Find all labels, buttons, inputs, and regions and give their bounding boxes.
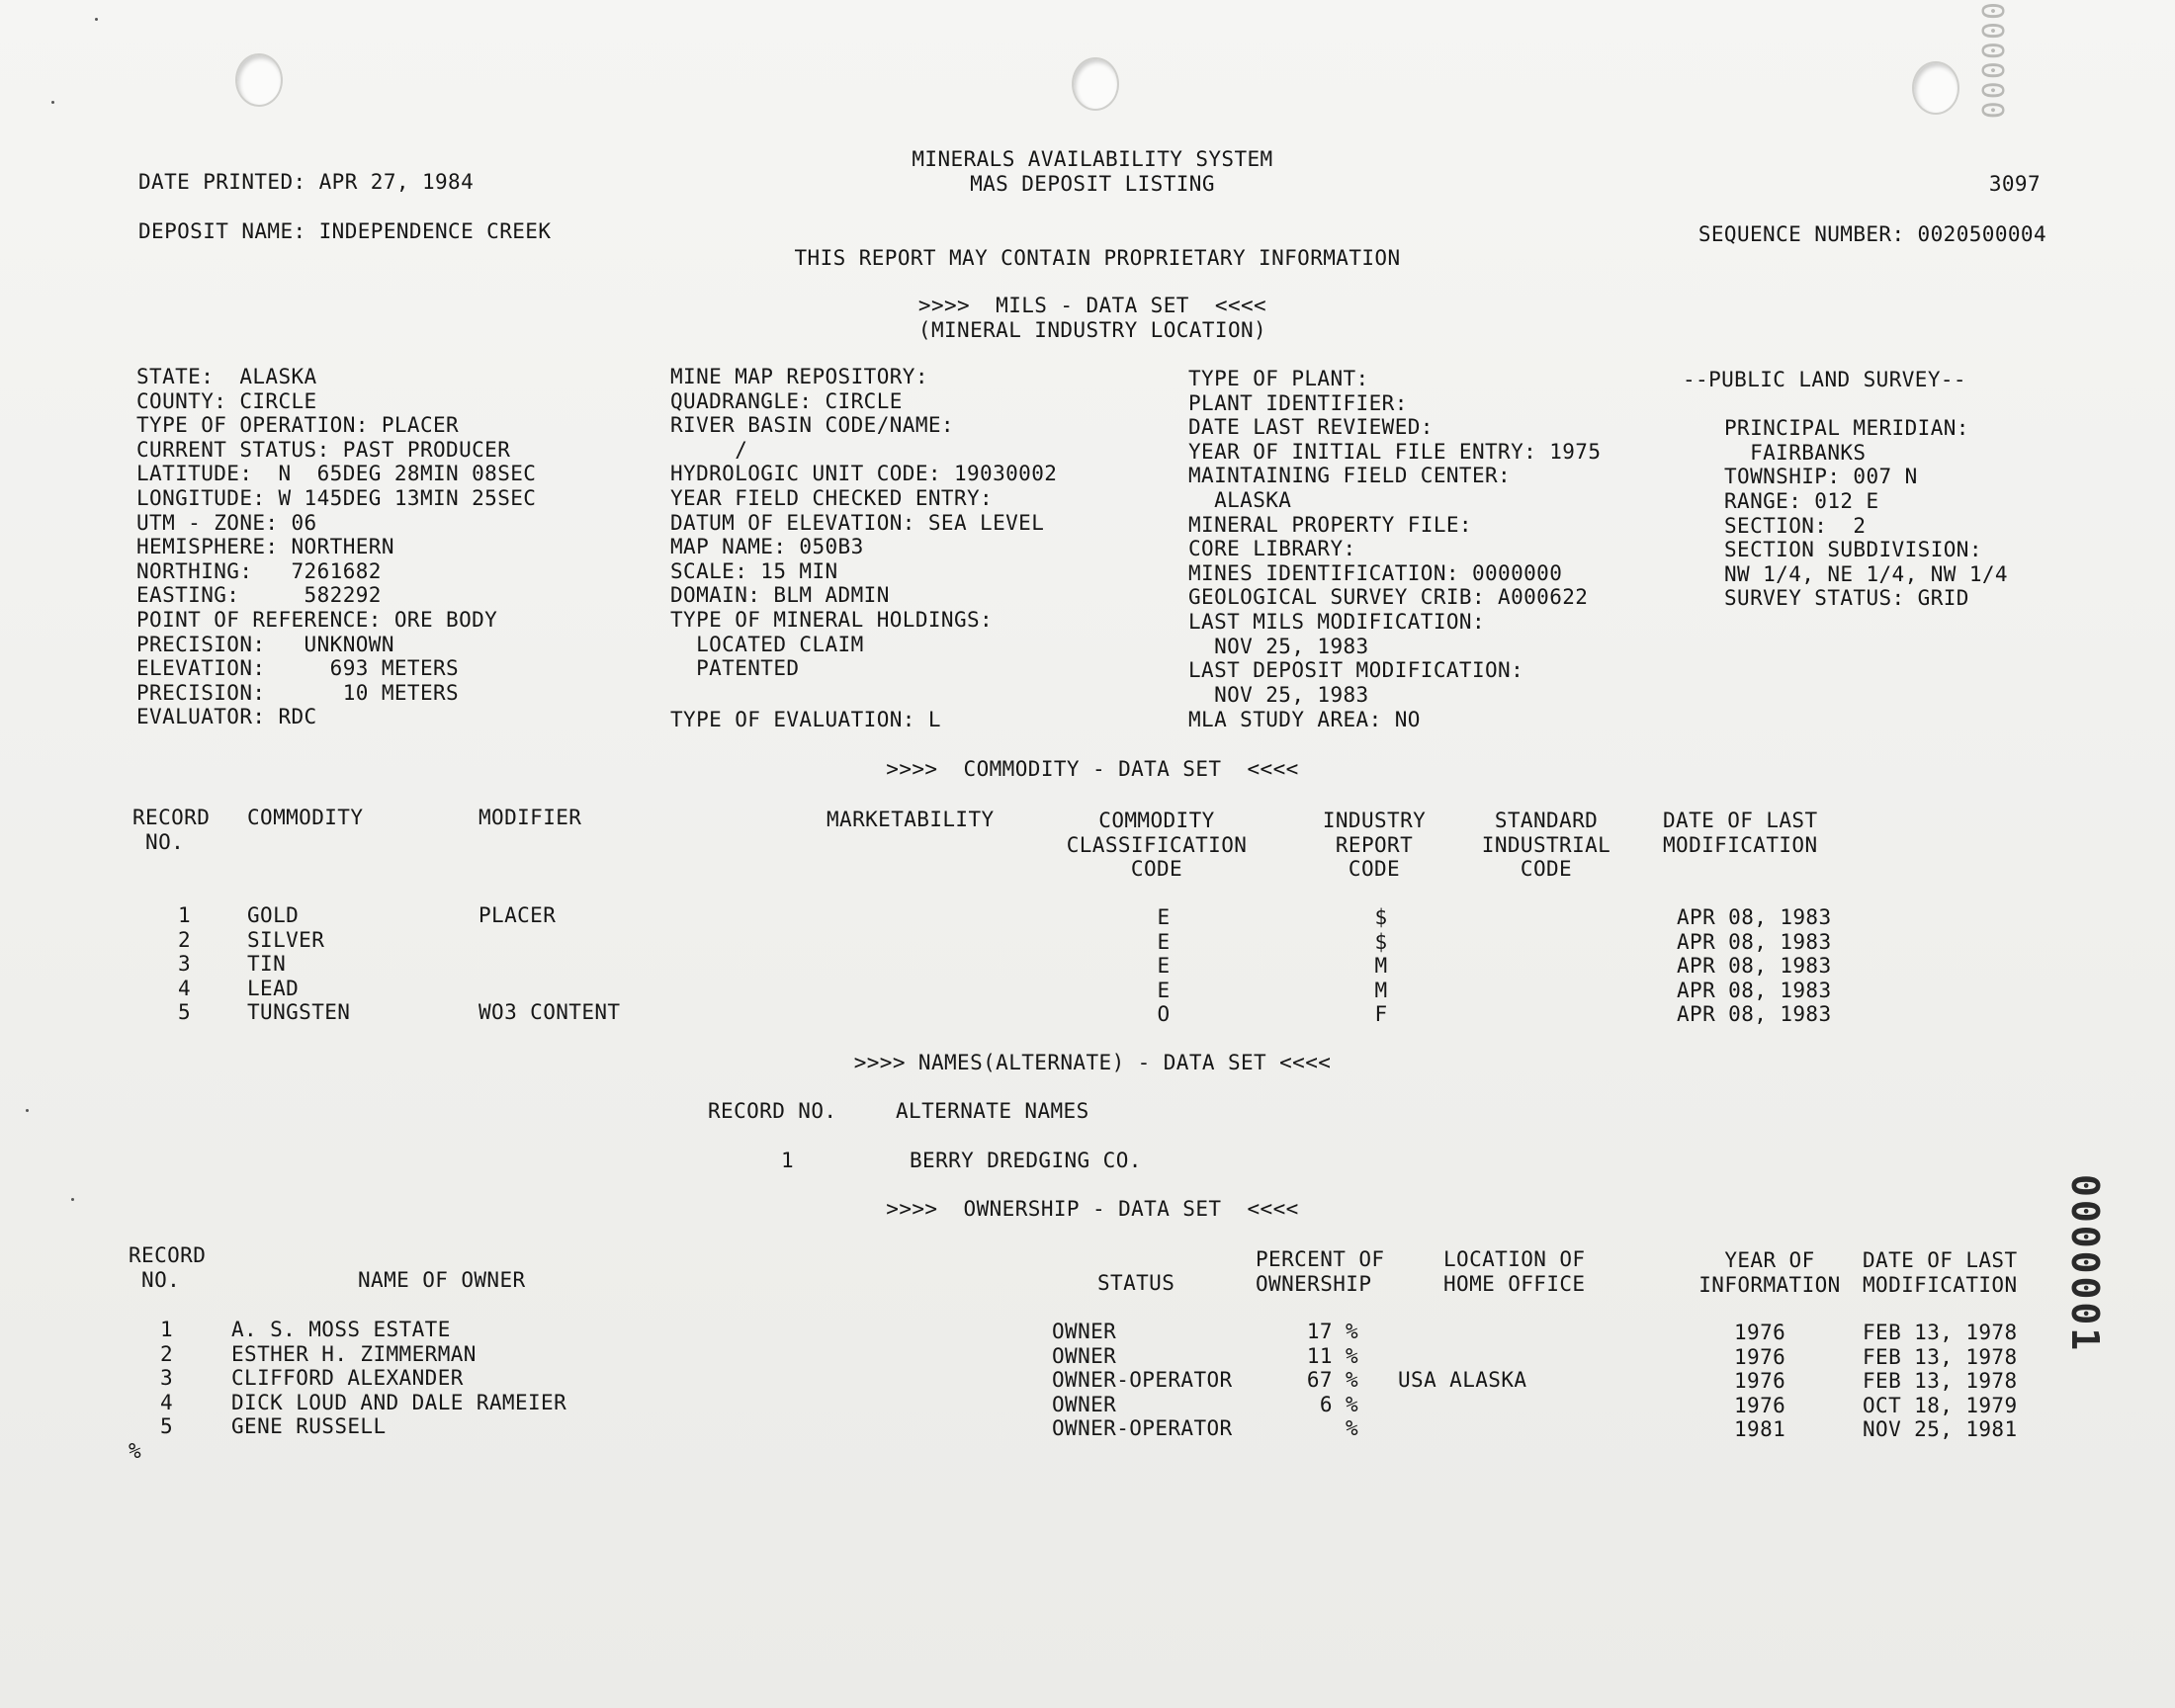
cell-percent: 6 % — [1319, 1392, 1358, 1416]
proprietary-notice: THIS REPORT MAY CONTAIN PROPRIETARY INFORMATION — [794, 246, 1401, 270]
mils-field: MINERAL PROPERTY FILE: — [1188, 512, 1472, 537]
mils-field: / — [670, 437, 748, 462]
cell-record: 3 — [178, 952, 192, 977]
mils-field: DATUM OF ELEVATION: SEA LEVEL — [670, 510, 1045, 535]
mils-field: PRECISION: 10 METERS — [136, 680, 460, 705]
col-industry-code: CODE — [1348, 857, 1401, 882]
mils-field: NOV 25, 1983 — [1188, 634, 1369, 658]
cell-percent: 11 % — [1306, 1343, 1358, 1368]
cell-date: NOV 25, 1981 — [1863, 1417, 2018, 1442]
col-date: MODIFICATION — [1663, 832, 1818, 857]
col-commodity: COMMODITY — [247, 806, 364, 829]
col-sic: CODE — [1520, 857, 1573, 882]
cell-year: 1981 — [1734, 1417, 1786, 1442]
mils-field: MINES IDENTIFICATION: 0000000 — [1188, 560, 1563, 585]
mils-field: YEAR OF INITIAL FILE ENTRY: 1975 — [1188, 439, 1602, 464]
cell-status: OWNER — [1052, 1320, 1117, 1343]
col-record: NO. — [129, 1267, 181, 1292]
survey-heading: --PUBLIC LAND SURVEY-- — [1683, 368, 1966, 391]
mils-field: RIVER BASIN CODE/NAME: — [670, 413, 954, 438]
cell-record: 4 — [160, 1390, 174, 1414]
punch-hole-center — [1072, 57, 1119, 111]
listing-title: MAS DEPOSIT LISTING — [970, 172, 1215, 196]
col-record: NO. — [132, 829, 185, 854]
mils-field: FAIRBANKS — [1724, 440, 1867, 465]
mils-field: ELEVATION: 693 METERS — [136, 656, 460, 681]
deposit-name: DEPOSIT NAME: INDEPENDENCE CREEK — [138, 219, 552, 243]
mils-field: POINT OF REFERENCE: ORE BODY — [136, 608, 498, 632]
mils-field: MLA STUDY AREA: NO — [1188, 708, 1421, 731]
col-date: DATE OF LAST — [1863, 1248, 2018, 1272]
mils-field: NOV 25, 1983 — [1188, 682, 1369, 707]
col-location: HOME OFFICE — [1443, 1271, 1586, 1296]
cell-percent: 67 % — [1306, 1368, 1358, 1393]
mils-field: TOWNSHIP: 007 N — [1724, 465, 1918, 489]
stamp-side-number: 0000001 — [2063, 1174, 2107, 1354]
mils-subheading: (MINERAL INDUSTRY LOCATION) — [917, 318, 1267, 342]
mils-field: LATITUDE: N 65DEG 28MIN 08SEC — [136, 462, 537, 486]
mils-field: COUNTY: CIRCLE — [136, 388, 317, 413]
col-alternate-names: ALTERNATE NAMES — [896, 1099, 1089, 1123]
cell-commodity: GOLD — [247, 903, 300, 927]
cell-industry: $ — [1374, 929, 1388, 954]
ownership-heading: >>>> OWNERSHIP - DATA SET <<<< — [886, 1197, 1299, 1221]
col-classification: CLASSIFICATION — [1066, 832, 1248, 857]
col-date: MODIFICATION — [1863, 1272, 2018, 1297]
mils-field: MAINTAINING FIELD CENTER: — [1188, 464, 1512, 488]
cell-date: APR 08, 1983 — [1677, 905, 1832, 929]
mils-field: TYPE OF EVALUATION: L — [670, 708, 941, 731]
col-record: RECORD — [132, 806, 211, 829]
paper-speck — [95, 18, 98, 21]
cell-record: 2 — [160, 1341, 174, 1366]
end-of-listing-mark: % — [129, 1439, 142, 1463]
cell-status: OWNER — [1052, 1392, 1117, 1416]
col-marketability: MARKETABILITY — [826, 808, 995, 831]
cell-date: APR 08, 1983 — [1677, 1002, 1832, 1027]
cell-alternate-name: BERRY DREDGING CO. — [910, 1149, 1142, 1172]
cell-owner-name: A. S. MOSS ESTATE — [231, 1318, 451, 1341]
mils-field: DATE LAST REVIEWED: — [1188, 415, 1434, 440]
punch-hole-left — [235, 53, 283, 107]
col-status: STATUS — [1097, 1271, 1175, 1295]
mils-field: TYPE OF PLANT: — [1188, 367, 1369, 390]
cell-industry: $ — [1374, 905, 1388, 929]
cell-industry: M — [1374, 954, 1388, 979]
cell-modifier: WO3 CONTENT — [478, 1000, 621, 1025]
mils-field: EASTING: 582292 — [136, 583, 382, 608]
col-owner-name: NAME OF OWNER — [358, 1268, 526, 1292]
col-modifier: MODIFIER — [478, 806, 582, 829]
cell-record: 5 — [160, 1414, 174, 1439]
cell-class: E — [1157, 929, 1171, 954]
mils-field: NW 1/4, NE 1/4, NW 1/4 — [1724, 561, 2008, 586]
mils-field: LAST MILS MODIFICATION: — [1188, 610, 1485, 634]
cell-percent: 17 % — [1306, 1320, 1358, 1343]
cell-percent: % — [1345, 1416, 1358, 1441]
mils-field: TYPE OF MINERAL HOLDINGS: — [670, 608, 994, 632]
cell-date: FEB 13, 1978 — [1863, 1321, 2018, 1344]
names-heading: >>>> NAMES(ALTERNATE) - DATA SET <<<< — [853, 1051, 1332, 1074]
mils-field: CURRENT STATUS: PAST PRODUCER — [136, 437, 511, 462]
mils-field: YEAR FIELD CHECKED ENTRY: — [670, 486, 994, 510]
cell-date: OCT 18, 1979 — [1863, 1393, 2018, 1417]
date-printed: DATE PRINTED: APR 27, 1984 — [138, 170, 475, 194]
col-percent: OWNERSHIP — [1256, 1271, 1372, 1296]
mils-field: ALASKA — [1188, 488, 1292, 512]
cell-class: O — [1157, 1002, 1171, 1027]
mils-field: LONGITUDE: W 145DEG 13MIN 25SEC — [136, 486, 537, 510]
cell-commodity: TUNGSTEN — [247, 1000, 351, 1025]
mils-field: NORTHING: 7261682 — [136, 558, 382, 583]
punch-hole-right — [1912, 61, 1959, 115]
page-number: 3097 — [1988, 172, 2041, 196]
mils-field: RANGE: 012 E — [1724, 489, 1879, 513]
col-industry-code: INDUSTRY — [1322, 809, 1427, 832]
col-classification: COMMODITY — [1098, 809, 1215, 832]
cell-modifier: PLACER — [478, 903, 557, 927]
cell-class: E — [1157, 905, 1171, 929]
cell-industry: M — [1374, 978, 1388, 1002]
mils-field: SECTION: 2 — [1724, 513, 1867, 538]
col-industry-code: REPORT — [1335, 832, 1414, 857]
col-percent: PERCENT OF — [1256, 1247, 1385, 1271]
cell-owner-name: DICK LOUD AND DALE RAMEIER — [231, 1390, 567, 1414]
mils-field: SURVEY STATUS: GRID — [1724, 586, 1969, 611]
mils-field: SCALE: 15 MIN — [670, 558, 838, 583]
cell-date: APR 08, 1983 — [1677, 929, 1832, 954]
mils-field: EVALUATOR: RDC — [136, 705, 317, 729]
cell-date: FEB 13, 1978 — [1863, 1344, 2018, 1369]
cell-record: 1 — [178, 903, 192, 927]
paper-speck — [26, 1109, 29, 1112]
cell-class: E — [1157, 978, 1171, 1002]
col-sic: INDUSTRIAL — [1481, 832, 1611, 857]
col-date: DATE OF LAST — [1663, 809, 1818, 832]
mils-field: DOMAIN: BLM ADMIN — [670, 583, 890, 608]
mils-field: CORE LIBRARY: — [1188, 537, 1356, 561]
cell-commodity: TIN — [247, 952, 287, 977]
mils-field: PATENTED — [670, 656, 800, 681]
cell-commodity: SILVER — [247, 927, 325, 952]
mils-field: QUADRANGLE: CIRCLE — [670, 388, 903, 413]
cell-record: 1 — [781, 1149, 795, 1172]
cell-year: 1976 — [1734, 1344, 1786, 1369]
mils-field: PLANT IDENTIFIER: — [1188, 390, 1408, 415]
cell-owner-name: ESTHER H. ZIMMERMAN — [231, 1341, 477, 1366]
paper-speck — [71, 1198, 74, 1201]
mils-field: HEMISPHERE: NORTHERN — [136, 535, 394, 559]
mils-field: MINE MAP REPOSITORY: — [670, 365, 928, 388]
mils-field: STATE: ALASKA — [136, 365, 317, 388]
system-title: MINERALS AVAILABILITY SYSTEM — [912, 147, 1273, 171]
cell-commodity: LEAD — [247, 976, 300, 1000]
mils-heading: >>>> MILS - DATA SET <<<< — [917, 294, 1267, 317]
cell-date: APR 08, 1983 — [1677, 954, 1832, 979]
cell-year: 1976 — [1734, 1393, 1786, 1417]
cell-status: OWNER — [1052, 1343, 1117, 1368]
cell-location: USA ALASKA — [1398, 1368, 1527, 1393]
cell-record: 5 — [178, 1000, 192, 1025]
cell-date: APR 08, 1983 — [1677, 978, 1832, 1002]
mils-field: LOCATED CLAIM — [670, 632, 864, 656]
cell-owner-name: GENE RUSSELL — [231, 1414, 387, 1439]
mils-field: SECTION SUBDIVISION: — [1724, 538, 1982, 562]
commodity-heading: >>>> COMMODITY - DATA SET <<<< — [886, 757, 1299, 781]
col-location: LOCATION OF — [1443, 1247, 1586, 1271]
cell-record: 2 — [178, 927, 192, 952]
cell-owner-name: CLIFFORD ALEXANDER — [231, 1366, 464, 1391]
mils-field: MAP NAME: 050B3 — [670, 535, 864, 559]
cell-industry: F — [1374, 1002, 1388, 1027]
cell-record: 4 — [178, 976, 192, 1000]
cell-status: OWNER-OPERATOR — [1052, 1368, 1233, 1393]
cell-class: E — [1157, 954, 1171, 979]
sequence-number: SEQUENCE NUMBER: 0020500004 — [1697, 222, 2046, 246]
cell-record: 3 — [160, 1366, 174, 1391]
cell-record: 1 — [160, 1318, 174, 1341]
cell-date: FEB 13, 1978 — [1863, 1369, 2018, 1394]
stamp-top-right: 000000 — [1974, 2, 2009, 122]
mils-field: PRECISION: UNKNOWN — [136, 632, 394, 656]
col-year: INFORMATION — [1698, 1272, 1841, 1297]
mils-field: LAST DEPOSIT MODIFICATION: — [1188, 658, 1524, 683]
col-classification: CODE — [1130, 857, 1183, 882]
col-record: RECORD — [129, 1243, 207, 1267]
col-record: RECORD NO. — [708, 1099, 837, 1123]
col-year: YEAR OF — [1724, 1248, 1815, 1272]
cell-year: 1976 — [1734, 1321, 1786, 1344]
mils-field: GEOLOGICAL SURVEY CRIB: A000622 — [1188, 585, 1589, 610]
mils-field: PRINCIPAL MERIDIAN: — [1724, 416, 1969, 441]
mils-field: TYPE OF OPERATION: PLACER — [136, 413, 460, 438]
cell-status: OWNER-OPERATOR — [1052, 1416, 1233, 1441]
mils-field: UTM - ZONE: 06 — [136, 510, 317, 535]
paper-speck — [51, 101, 54, 104]
mils-field: HYDROLOGIC UNIT CODE: 19030002 — [670, 462, 1058, 486]
col-sic: STANDARD — [1494, 809, 1599, 832]
cell-year: 1976 — [1734, 1369, 1786, 1394]
